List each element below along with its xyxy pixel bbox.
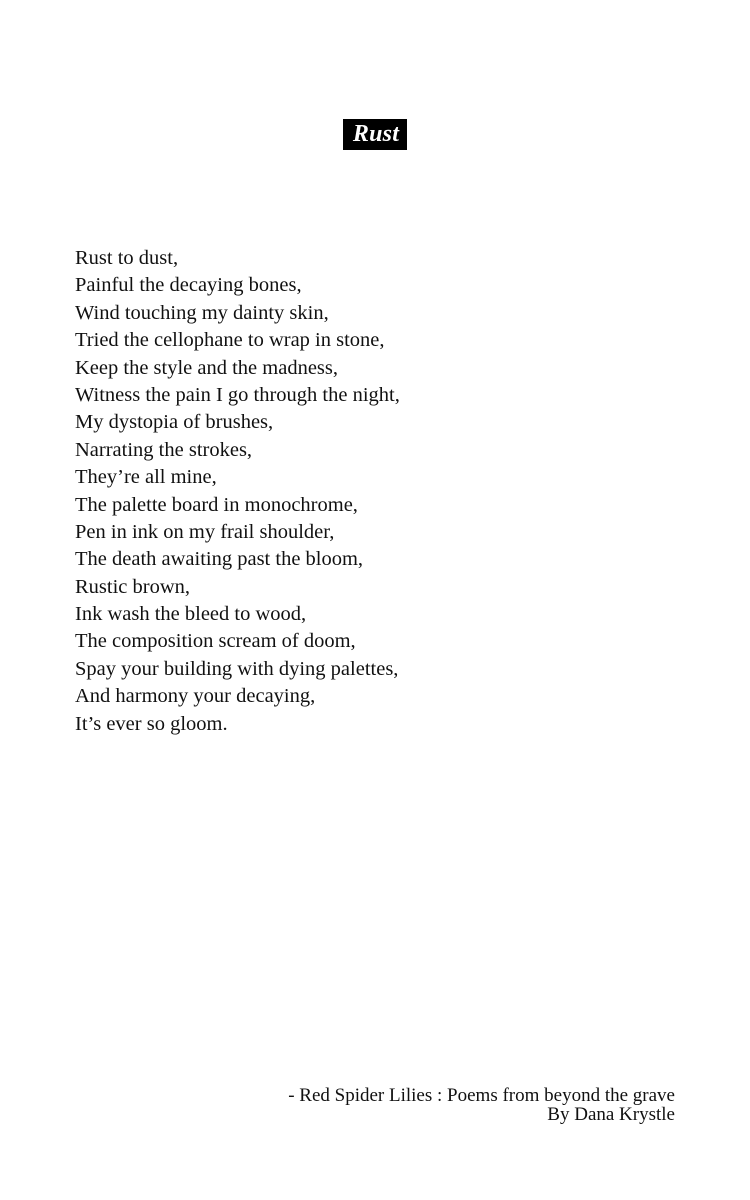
poem-line: Wind touching my dainty skin, (75, 301, 329, 324)
poem-line: The palette board in monochrome, (75, 493, 358, 516)
attribution (288, 1086, 675, 1124)
title-container (0, 119, 750, 150)
poem-line: Rustic brown, (75, 575, 191, 598)
poem-line: And harmony your decaying, (75, 685, 316, 708)
poem-line: Witness the pain I go through the night, (75, 383, 400, 406)
poem-line: My dystopia of brushes, (75, 411, 274, 434)
attribution-author: By Dana Krystle (547, 1104, 675, 1125)
attribution-source: - Red Spider Lilies : Poems from beyond the grave (288, 1085, 675, 1106)
poem-line: Spay your building with dying palettes, (75, 657, 399, 680)
poem-line: Rust to dust, (75, 247, 179, 269)
poem-line: It’s ever so gloom. (75, 712, 228, 735)
poem-line: Keep the style and the madness, (75, 356, 339, 379)
poem-line: Tried the cellophane to wrap in stone, (75, 329, 385, 352)
poem-title: Rust (343, 119, 407, 150)
poem-line: The composition scream of doom, (75, 630, 356, 653)
poem-line: Painful the decaying bones, (75, 274, 302, 297)
poem-line: Ink wash the bleed to wood, (75, 603, 307, 626)
poem-line: The death awaiting past the bloom, (75, 548, 364, 571)
poem-line: Narrating the strokes, (75, 438, 253, 461)
poem-body (75, 245, 695, 738)
poem-line: Pen in ink on my frail shoulder, (75, 520, 335, 543)
poem-line: They’re all mine, (75, 466, 217, 489)
